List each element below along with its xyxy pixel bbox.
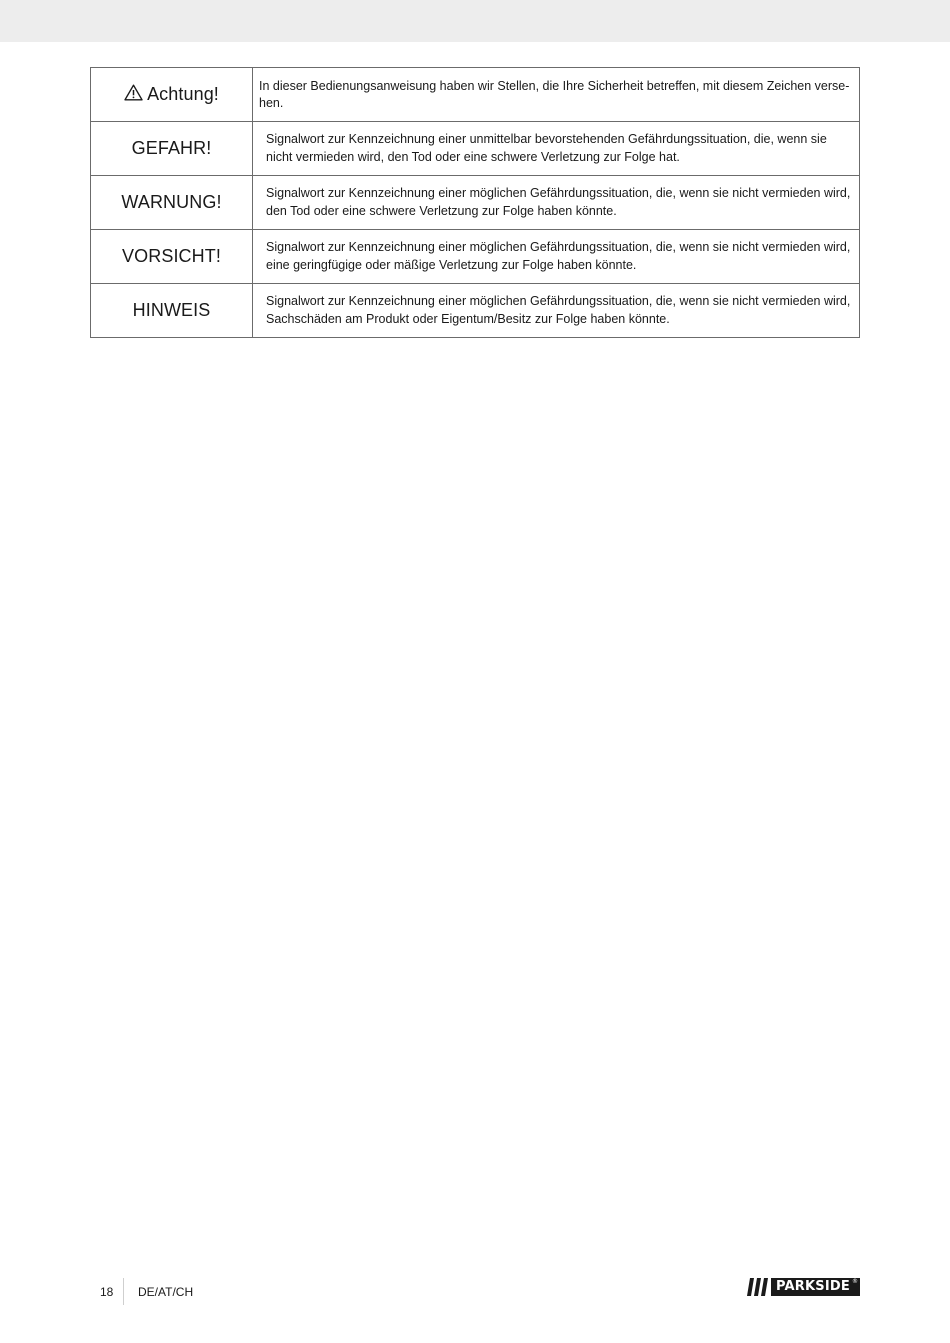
description-text: Signalwort zur Kennzeichnung einer möglichen Gefährdungssituation, die, wenn sie nicht vermieden wird, Sachschäden am Produkt oder Eigentum/Besitz zur Folge haben könnte. <box>266 294 851 326</box>
term-cell-warnung <box>91 176 253 230</box>
description-text: Signalwort zur Kennzeichnung einer möglichen Gefährdungssituation, die, wenn sie nicht vermieden wird, eine geringfügige oder mäßige Verletzung zur Folge haben könnte. <box>266 240 851 272</box>
term-label: GEFAHR! <box>131 138 212 158</box>
description-cell <box>253 68 860 122</box>
description-text: In dieser Bedienungsanweisung haben wir Stellen, die Ihre Sicherheit betreffen, mit diesem Zeichen verse-hen. <box>259 78 850 110</box>
footer-divider <box>123 1278 124 1305</box>
term-cell-achtung <box>91 68 253 122</box>
term-label: HINWEIS <box>132 300 211 320</box>
term-label: VORSICHT! <box>122 246 221 266</box>
table-row <box>91 68 860 122</box>
logo-brand-box <box>771 1278 860 1296</box>
term-label: Achtung! <box>147 84 219 104</box>
logo-brand-text: PARKSIDE <box>776 1279 850 1294</box>
description-text: Signalwort zur Kennzeichnung einer möglichen Gefährdungssituation, die, wenn sie nicht vermieden wird, den Tod oder eine schwere Verletzung zur Folge haben könnte. <box>266 186 851 218</box>
description-cell <box>253 284 860 338</box>
table-row <box>91 122 860 176</box>
description-cell <box>253 122 860 176</box>
region-label: DE/AT/CH <box>138 1285 194 1299</box>
signal-words-table <box>90 67 860 338</box>
table-row <box>91 284 860 338</box>
logo-stripes-icon <box>747 1278 772 1296</box>
table-row <box>91 176 860 230</box>
description-cell <box>253 230 860 284</box>
description-cell <box>253 176 860 230</box>
registered-mark: ® <box>852 1278 858 1285</box>
term-cell-gefahr <box>91 122 253 176</box>
warning-triangle-icon <box>124 84 143 101</box>
parkside-logo <box>747 1278 860 1296</box>
term-cell-vorsicht <box>91 230 253 284</box>
term-label: WARNUNG! <box>121 192 222 212</box>
page-footer <box>0 1278 950 1308</box>
term-cell-hinweis <box>91 284 253 338</box>
page-number: 18 <box>100 1285 114 1299</box>
table-row <box>91 230 860 284</box>
description-text: Signalwort zur Kennzeichnung einer unmittelbar bevorstehenden Gefährdungssituation, die, wenn sie nicht vermieden wird, den Tod oder eine schwere Verletzung zur Folge hat. <box>266 132 827 164</box>
page-header-band <box>0 0 950 42</box>
